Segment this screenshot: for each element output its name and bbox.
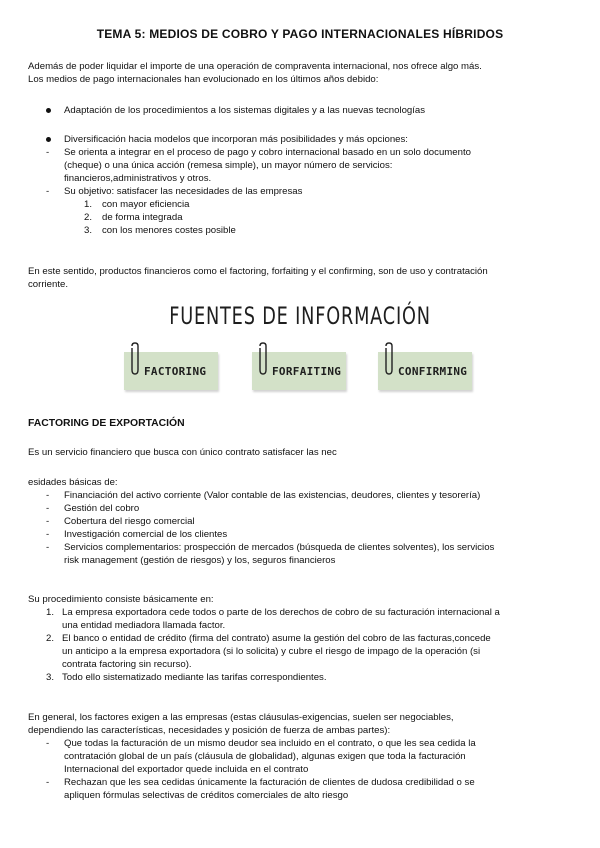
list-item — [28, 224, 576, 237]
list-number: 1. — [84, 199, 93, 210]
list-text-line: Financiación del activo corriente (Valor contable de las existencias, deudores, clientes y tesorería) — [64, 490, 481, 501]
list-item — [28, 632, 576, 671]
list-number: 3. — [84, 225, 93, 236]
bullet-icon — [46, 137, 51, 142]
list-item — [28, 198, 576, 211]
list-item — [28, 541, 576, 567]
sense-paragraph — [28, 265, 576, 291]
list-text-line: una entidad mediadora llamada factor. — [62, 620, 226, 631]
list-text-line: contrata factoring sin recurso). — [62, 659, 192, 670]
bullet-text: Adaptación de los procedimientos a los sistemas digitales y a las nuevas tecnologías — [64, 105, 426, 116]
paragraph-line: dependiendo las características, necesidades y posición de fuerza de ambas partes): — [28, 725, 391, 736]
list-text-line: risk management (gestión de riesgos) y los, seguros financieros — [64, 555, 336, 566]
bullet-list — [28, 133, 576, 237]
list-item — [28, 211, 576, 224]
dash-icon: - — [46, 186, 50, 197]
list-text-line: Investigación comercial de los clientes — [64, 529, 228, 540]
tag-label: CONFIRMING — [398, 365, 468, 378]
tag-confirming — [378, 352, 472, 390]
procedure-section — [28, 593, 576, 684]
list-text-line: con mayor eficiencia — [102, 199, 190, 210]
list-text-line: Servicios complementarios: prospección de mercados (búsqueda de clientes solventes), los servicios — [64, 542, 495, 553]
list-text-line: Gestión del cobro — [64, 503, 140, 514]
section-heading: FACTORING DE EXPORTACIÓN — [28, 418, 185, 429]
dash-icon: - — [46, 738, 50, 749]
paragraph-line: En general, los factores exigen a las empresas (estas cláusulas-exigencias, suelen ser negociables, — [28, 712, 454, 723]
list-text-line: El banco o entidad de crédito (firma del contrato) asume la gestión del cobro de las facturas,concede — [62, 633, 491, 644]
bullet-text: Diversificación hacia modelos que incorporan más posibilidades y más opciones: — [64, 134, 408, 145]
list-text-line: financieros,administrativos y otros. — [64, 173, 212, 184]
list-number: 3. — [46, 672, 55, 683]
list-item — [28, 606, 576, 632]
paperclip-icon — [128, 342, 142, 376]
list-text-line: contratación global de un país (cláusula de globalidad), algunas exigen que toda la facturación — [64, 751, 466, 762]
list-item — [28, 502, 576, 515]
dash-icon: - — [46, 516, 50, 527]
tag-label: FORFAITING — [272, 365, 342, 378]
list-item — [28, 776, 576, 802]
dash-icon: - — [46, 542, 50, 553]
tag-label: FACTORING — [144, 365, 207, 378]
intro-line: Los medios de pago internacionales han evolucionado en los últimos años debido: — [28, 74, 379, 85]
list-text-line: Se orienta a integrar en el proceso de pago y cobro internacional basado en un solo documento — [64, 147, 471, 158]
dash-icon: - — [46, 147, 50, 158]
paperclip-icon — [256, 342, 270, 376]
list-text-line: un anticipo a la empresa exportadora (si lo solicita) y cubre el riesgo de impago de la operación (si — [62, 646, 481, 657]
bullet-icon — [46, 108, 51, 113]
dash-icon: - — [46, 503, 50, 514]
intro-paragraph — [28, 60, 576, 86]
list-text-line: con los menores costes posible — [102, 225, 236, 236]
intro-line: Además de poder liquidar el importe de una operación de compraventa internacional, nos ofrece algo más. — [28, 61, 482, 72]
paragraph-line: corriente. — [28, 279, 68, 290]
needs-intro: esidades básicas de: — [28, 477, 118, 488]
page-title: TEMA 5: MEDIOS DE COBRO Y PAGO INTERNACIONALES HÍBRIDOS — [96, 27, 504, 41]
list-item — [28, 515, 576, 528]
list-number: 2. — [46, 633, 55, 644]
dash-icon: - — [46, 529, 50, 540]
list-text-line: (cheque) o una única acción (remesa simple), un mayor número de servicios: — [64, 160, 393, 171]
list-text-line: Internacional del exportador quede incluida en el contrato — [64, 764, 309, 775]
list-text-line: apliquen fórmulas selectivas de créditos comerciales de alto riesgo — [64, 790, 349, 801]
list-text-line: de forma integrada — [102, 212, 183, 223]
list-text-line: Su objetivo: satisfacer las necesidades de las empresas — [64, 186, 303, 197]
procedure-intro: Su procedimiento consiste básicamente en: — [28, 594, 214, 605]
list-item — [28, 528, 576, 541]
list-item — [28, 104, 576, 117]
fuentes-banner — [118, 302, 482, 396]
bullet-list — [28, 104, 576, 117]
list-text-line: Rechazan que les sea cedidas únicamente la facturación de clientes de dudosa credibilidad o se — [64, 777, 475, 788]
list-item — [28, 146, 576, 185]
list-text-line: Cobertura del riesgo comercial — [64, 516, 195, 527]
list-number: 2. — [84, 212, 93, 223]
list-text-line: Todo ello sistematizado mediante las tarifas correspondientes. — [62, 672, 327, 683]
list-item — [28, 737, 576, 776]
list-item — [28, 489, 576, 502]
tag-forfaiting — [252, 352, 346, 390]
list-text-line: La empresa exportadora cede todos o parte de los derechos de cobro de su facturación internacional a — [62, 607, 500, 618]
list-number: 1. — [46, 607, 55, 618]
banner-title: FUENTES DE INFORMACIÓN — [169, 302, 431, 330]
list-item — [28, 133, 576, 146]
list-text-line: Que todas la facturación de un mismo deudor sea incluido en el contrato, o que les sea cedida la — [64, 738, 476, 749]
dash-icon: - — [46, 777, 50, 788]
paperclip-icon — [382, 342, 396, 376]
dash-icon: - — [46, 490, 50, 501]
list-item — [28, 671, 576, 684]
tag-factoring — [124, 352, 218, 390]
list-item — [28, 185, 576, 198]
factoring-needs — [28, 476, 576, 567]
paragraph-line: En este sentido, productos financieros como el factoring, forfaiting y el confirming, son de uso y contratación — [28, 266, 488, 277]
factoring-definition: Es un servicio financiero que busca con único contrato satisfacer las nec — [28, 447, 337, 458]
general-section — [28, 711, 576, 802]
